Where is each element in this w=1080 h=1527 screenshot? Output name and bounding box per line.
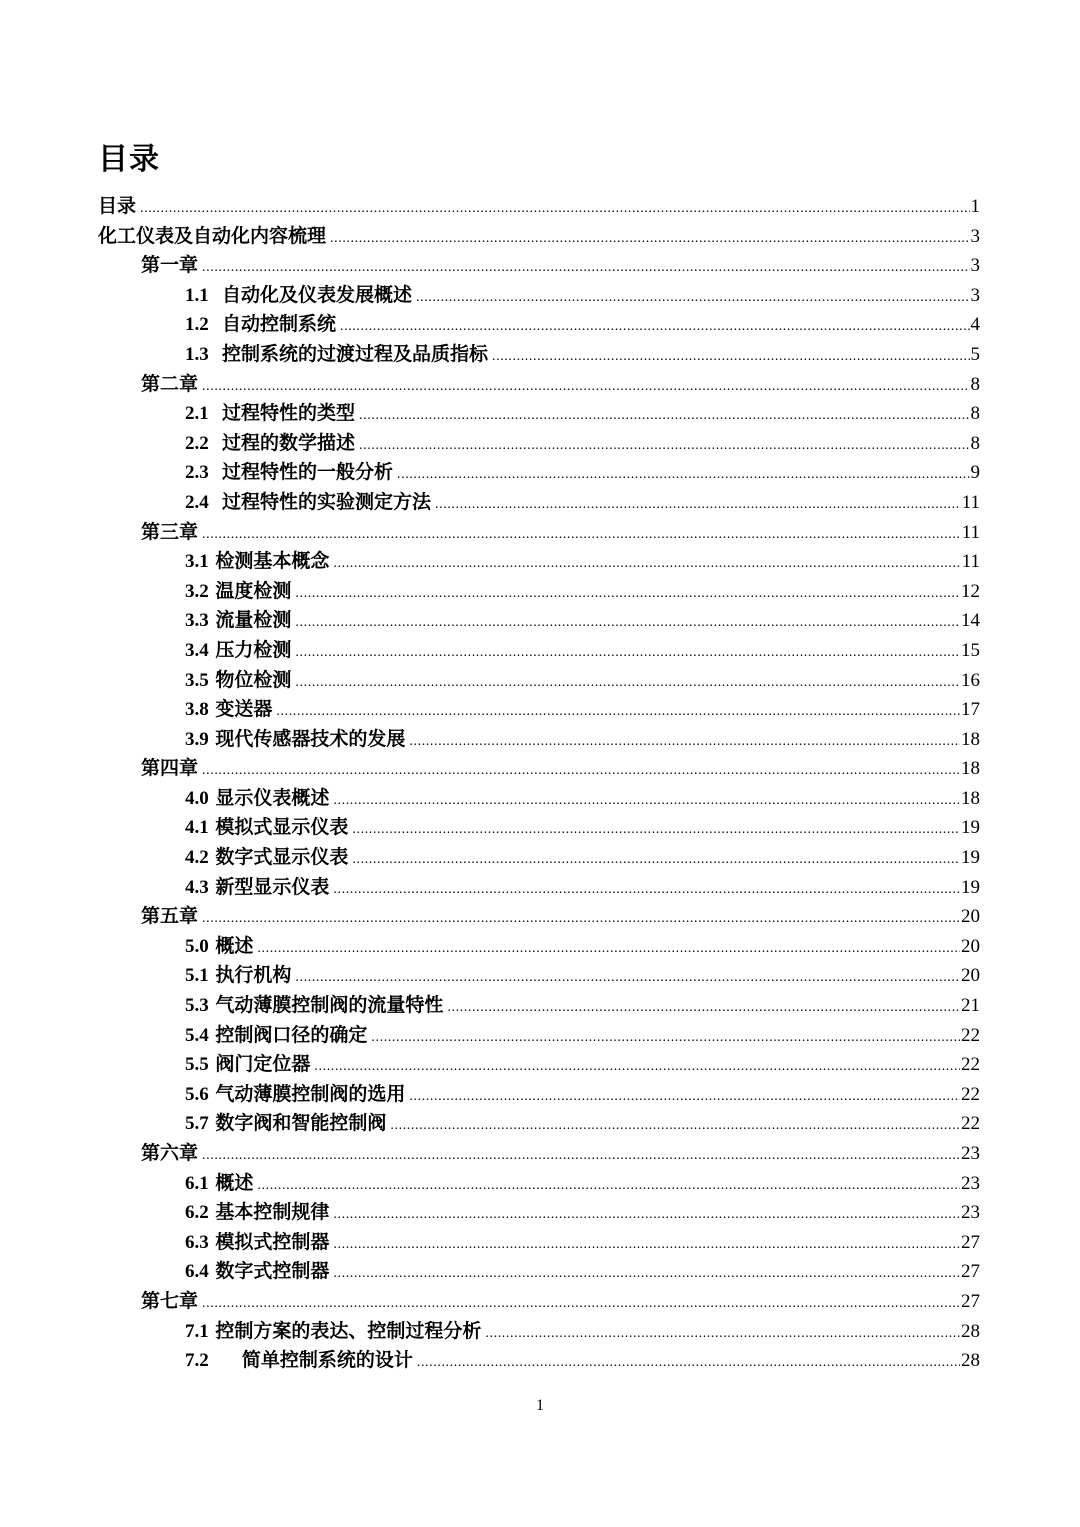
toc-entry-text: 自动控制系统 <box>221 313 336 336</box>
toc-entry-page: 8 <box>970 432 980 454</box>
toc-entry-text: 现代传感器技术的发展 <box>215 727 406 750</box>
toc-entry-label <box>141 902 202 932</box>
toc-entry-text: 概述 <box>215 1171 254 1194</box>
toc-leader-dots <box>447 993 960 1023</box>
toc-entry[interactable] <box>98 458 980 488</box>
toc-entry[interactable] <box>98 725 980 755</box>
toc-entry-number: 4.0 <box>185 787 209 809</box>
toc-entry-page: 5 <box>970 343 980 365</box>
toc-entry-label <box>185 695 276 725</box>
toc-entry-label <box>185 310 340 340</box>
toc-entry[interactable] <box>98 932 980 962</box>
toc-entry-label <box>185 399 359 429</box>
toc-entry-number: 1.1 <box>185 284 209 306</box>
toc-entry-page: 11 <box>961 551 980 573</box>
toc-entry-label <box>185 488 435 518</box>
toc-leader-dots <box>492 342 970 372</box>
toc-entry-number: 4.1 <box>185 817 209 839</box>
toc-entry-label <box>185 429 359 459</box>
toc-entry-text: 模拟式显示仪表 <box>215 816 349 839</box>
toc-entry-number: 5.4 <box>185 1024 209 1046</box>
toc-entry-text: 执行机构 <box>215 964 292 987</box>
toc-entry-text: 简单控制系统的设计 <box>241 1349 413 1372</box>
toc-entry[interactable] <box>98 1257 980 1287</box>
toc-entry[interactable] <box>98 1050 980 1080</box>
toc-entry-label <box>185 666 295 696</box>
toc-entry-text: 数字式控制器 <box>215 1260 330 1283</box>
toc-entry-page: 27 <box>961 1231 980 1253</box>
toc-leader-dots <box>295 638 960 668</box>
toc-leader-dots <box>202 756 960 786</box>
toc-entry-label <box>141 251 202 281</box>
toc-entry-label <box>185 1050 314 1080</box>
toc-entry-text: 过程特性的实验测定方法 <box>221 490 431 513</box>
toc-entry[interactable] <box>98 1021 980 1051</box>
toc-entry-number: 3.3 <box>185 610 209 632</box>
toc-entry-text: 流量检测 <box>215 609 292 632</box>
toc-leader-dots <box>295 963 960 993</box>
toc-entry-page: 19 <box>961 876 980 898</box>
toc-entry-text: 检测基本概念 <box>215 550 330 573</box>
toc-entry[interactable] <box>98 961 980 991</box>
toc-entry-text: 第三章 <box>141 520 199 543</box>
toc-entry-label <box>141 370 202 400</box>
toc-entry-page: 23 <box>961 1172 980 1194</box>
toc-entry-label <box>141 1139 202 1169</box>
toc-entry-text: 第七章 <box>141 1289 199 1312</box>
toc-leader-dots <box>295 579 960 609</box>
toc-entry-label <box>185 991 447 1021</box>
toc-entry-number: 7.2 <box>185 1350 209 1372</box>
toc-leader-dots <box>333 875 960 905</box>
toc-entry-label <box>185 873 333 903</box>
toc-entry-label <box>185 281 416 311</box>
toc-entry-text: 自动化及仪表发展概述 <box>221 283 412 306</box>
toc-entry-number: 3.4 <box>185 639 209 661</box>
toc-entry-page: 14 <box>961 610 980 632</box>
toc-entry-page: 20 <box>961 965 980 987</box>
toc-entry[interactable] <box>98 547 980 577</box>
toc-entry-label <box>185 458 397 488</box>
toc-entry[interactable] <box>98 1139 980 1169</box>
toc-entry-page: 8 <box>970 403 980 425</box>
toc-entry-label <box>185 1169 257 1199</box>
toc-entry-page: 9 <box>970 462 980 484</box>
toc-entry-label <box>185 932 257 962</box>
toc-leader-dots <box>333 549 960 579</box>
toc-entry-label <box>185 961 295 991</box>
toc-entry-number: 2.1 <box>185 403 209 425</box>
toc-entry-label <box>185 1198 333 1228</box>
toc-leader-dots <box>202 1289 960 1319</box>
toc-leader-dots <box>202 372 969 402</box>
toc-leader-dots <box>359 431 970 461</box>
toc-entry-text: 过程特性的一般分析 <box>221 461 393 484</box>
toc-entry-text: 化工仪表及自动化内容梳理 <box>98 224 327 247</box>
toc-entry-number: 4.3 <box>185 876 209 898</box>
toc-entry-text: 控制系统的过渡过程及品质指标 <box>221 342 488 365</box>
toc-entry-page: 27 <box>961 1261 980 1283</box>
toc-entry-page: 8 <box>970 373 980 395</box>
toc-entry-text: 过程特性的类型 <box>221 402 355 425</box>
toc-entry[interactable] <box>98 370 980 400</box>
toc-leader-dots <box>333 1200 960 1230</box>
toc-leader-dots <box>397 460 970 490</box>
toc-leader-dots <box>359 401 970 431</box>
toc-entry[interactable] <box>98 488 980 518</box>
toc-entry-page: 4 <box>970 314 980 336</box>
toc-entry-label <box>185 1228 333 1258</box>
toc-entry[interactable] <box>98 606 980 636</box>
toc-entry-number: 5.7 <box>185 1113 209 1135</box>
toc-entry[interactable] <box>98 192 980 222</box>
toc-leader-dots <box>417 1348 960 1378</box>
toc-entry-text: 显示仪表概述 <box>215 786 330 809</box>
toc-entry-text: 过程的数学描述 <box>221 431 355 454</box>
toc-entry-number: 1.3 <box>185 343 209 365</box>
toc-entry-label <box>185 547 333 577</box>
toc-entry[interactable] <box>98 340 980 370</box>
toc-entry[interactable] <box>98 784 980 814</box>
toc-entry-number: 6.1 <box>185 1172 209 1194</box>
toc-leader-dots <box>295 608 960 638</box>
toc-entry[interactable] <box>98 251 980 281</box>
toc-leader-dots <box>371 1023 960 1053</box>
toc-entry-number: 3.9 <box>185 728 209 750</box>
toc-entry[interactable] <box>98 754 980 784</box>
toc-entry[interactable] <box>98 429 980 459</box>
toc-entry-page: 23 <box>961 1143 980 1164</box>
toc-leader-dots <box>435 490 961 520</box>
toc-entry-text: 数字式显示仪表 <box>215 846 349 869</box>
toc-leader-dots <box>202 1141 960 1171</box>
toc-entry[interactable] <box>98 1198 980 1228</box>
toc-entry[interactable] <box>98 577 980 607</box>
toc-entry-label <box>185 636 295 666</box>
toc-leader-dots <box>140 194 969 224</box>
toc-entry-text: 气动薄膜控制阀的选用 <box>215 1082 406 1105</box>
toc-entry-label <box>185 1346 417 1376</box>
toc-entry[interactable] <box>98 1169 980 1199</box>
toc-leader-dots <box>333 1230 960 1260</box>
toc-entry-number: 5.6 <box>185 1083 209 1105</box>
toc-entry[interactable] <box>98 873 980 903</box>
toc-leader-dots <box>295 668 960 698</box>
toc-entry-number: 6.3 <box>185 1231 209 1253</box>
toc-entry-page: 21 <box>961 995 980 1017</box>
toc-entry-label <box>185 1080 409 1110</box>
toc-entry-number: 5.3 <box>185 995 209 1017</box>
toc-entry-text: 第一章 <box>141 254 199 277</box>
toc-entry-page: 18 <box>961 787 980 809</box>
toc-entry[interactable] <box>98 695 980 725</box>
toc-leader-dots <box>352 845 960 875</box>
toc-entry[interactable] <box>98 843 980 873</box>
page-number: 1 <box>536 1397 544 1414</box>
toc-entry-label <box>141 1287 202 1317</box>
toc-entry-page: 3 <box>970 284 980 306</box>
toc-entry[interactable] <box>98 1287 980 1317</box>
toc-entry-label <box>98 192 140 222</box>
toc-entry-text: 控制阀口径的确定 <box>215 1023 368 1046</box>
toc-entry-text: 压力检测 <box>215 638 292 661</box>
toc-entry[interactable] <box>98 1317 980 1347</box>
toc-entry-page: 18 <box>961 728 980 750</box>
toc-entry-text: 模拟式控制器 <box>215 1230 330 1253</box>
toc-entry-text: 新型显示仪表 <box>215 875 330 898</box>
toc-entry-text: 气动薄膜控制阀的流量特性 <box>215 994 444 1017</box>
toc-entry[interactable] <box>98 399 980 429</box>
toc-leader-dots <box>352 815 960 845</box>
toc-entry-label <box>185 1021 371 1051</box>
toc-entry-page: 28 <box>961 1350 980 1372</box>
toc-entry-page: 22 <box>961 1113 980 1135</box>
toc-leader-dots <box>340 312 970 342</box>
toc-entry-number: 3.2 <box>185 580 209 602</box>
toc-leader-dots <box>333 1259 960 1289</box>
toc-leader-dots <box>257 1171 960 1201</box>
toc-leader-dots <box>330 224 969 254</box>
toc-entry-text: 变送器 <box>215 698 273 721</box>
toc-entry-page: 19 <box>961 817 980 839</box>
toc-entry-page: 17 <box>961 699 980 721</box>
toc-entry-page: 20 <box>961 935 980 957</box>
toc-leader-dots <box>202 520 961 550</box>
toc-entry[interactable] <box>98 636 980 666</box>
toc-entry-number: 2.4 <box>185 491 209 513</box>
page-title: 目录 <box>98 142 160 177</box>
toc-entry-text: 目录 <box>98 195 137 217</box>
toc-entry-page: 16 <box>961 669 980 691</box>
toc-entry-number: 5.5 <box>185 1054 209 1076</box>
toc-entry-number: 4.2 <box>185 847 209 869</box>
toc-entry-number: 1.2 <box>185 314 209 336</box>
toc-leader-dots <box>202 253 969 283</box>
toc-entry[interactable] <box>98 991 980 1021</box>
toc-entry-number: 6.4 <box>185 1261 209 1283</box>
toc-entry-text: 第四章 <box>141 757 199 780</box>
toc-entry-label <box>185 784 333 814</box>
toc-leader-dots <box>485 1319 960 1349</box>
toc-entry-page: 15 <box>961 639 980 661</box>
toc-entry-page: 19 <box>961 847 980 869</box>
toc-entry[interactable] <box>98 1346 980 1376</box>
toc-leader-dots <box>333 786 960 816</box>
toc-entry[interactable] <box>98 310 980 340</box>
toc-entry-page: 11 <box>961 491 980 513</box>
toc-leader-dots <box>202 904 960 934</box>
toc-entry-page: 22 <box>961 1024 980 1046</box>
toc-entry-page: 12 <box>961 580 980 602</box>
toc-entry[interactable] <box>98 902 980 932</box>
toc-leader-dots <box>257 934 960 964</box>
toc-entry-label <box>185 813 352 843</box>
toc-entry-page: 1 <box>970 196 980 217</box>
toc-leader-dots <box>276 697 960 727</box>
toc-entry-number: 5.0 <box>185 935 209 957</box>
toc-entry[interactable] <box>98 518 980 548</box>
toc-entry[interactable] <box>98 1228 980 1258</box>
toc-entry-text: 控制方案的表达、控制过程分析 <box>215 1319 482 1342</box>
toc-entry-text: 温度检测 <box>215 579 292 602</box>
toc-entry[interactable] <box>98 1080 980 1110</box>
toc-entry-text: 数字阀和智能控制阀 <box>215 1112 387 1135</box>
toc-entry-text: 概述 <box>215 934 254 957</box>
toc-entry-text: 基本控制规律 <box>215 1201 330 1224</box>
toc-entry-page: 22 <box>961 1054 980 1076</box>
toc-entry[interactable] <box>98 281 980 311</box>
toc-entry-page: 11 <box>961 521 980 543</box>
toc-entry-text: 第二章 <box>141 372 199 395</box>
toc-leader-dots <box>409 1082 960 1112</box>
toc-entry-page: 28 <box>961 1320 980 1342</box>
toc-entry-number: 5.1 <box>185 965 209 987</box>
toc-entry-label <box>185 577 295 607</box>
toc-entry-page: 3 <box>970 255 980 277</box>
toc-entry-number: 7.1 <box>185 1320 209 1342</box>
toc-entry-label <box>141 518 202 548</box>
toc-leader-dots <box>390 1111 960 1141</box>
toc-entry-label <box>185 1317 485 1347</box>
toc-entry-page: 18 <box>961 758 980 780</box>
toc-entry-page: 20 <box>961 906 980 928</box>
toc-entry[interactable] <box>98 813 980 843</box>
toc-entry-text: 阀门定位器 <box>215 1053 311 1076</box>
toc-leader-dots <box>314 1052 960 1082</box>
toc-entry[interactable] <box>98 1109 980 1139</box>
toc-entry-page: 27 <box>961 1290 980 1312</box>
toc-entry-text: 物位检测 <box>215 668 292 691</box>
toc-entry-label <box>185 1109 390 1139</box>
toc-entry-page: 3 <box>970 225 980 247</box>
toc-entry-text: 第五章 <box>141 905 199 928</box>
toc-entry-number: 3.1 <box>185 551 209 573</box>
toc-entry-number: 6.2 <box>185 1202 209 1224</box>
toc-entry-label <box>185 1257 333 1287</box>
toc-entry-number: 2.2 <box>185 432 209 454</box>
toc-entry-label <box>141 754 202 784</box>
toc-entry-number: 2.3 <box>185 462 209 484</box>
table-of-contents <box>98 192 980 1376</box>
toc-leader-dots <box>416 283 970 313</box>
toc-entry-label <box>185 606 295 636</box>
toc-entry-label <box>185 340 492 370</box>
toc-entry-label <box>98 222 330 252</box>
toc-entry[interactable] <box>98 666 980 696</box>
toc-entry-number: 3.5 <box>185 669 209 691</box>
toc-leader-dots <box>409 727 960 757</box>
toc-entry-page: 23 <box>961 1202 980 1224</box>
toc-entry-label <box>185 843 352 873</box>
toc-entry-label <box>185 725 409 755</box>
toc-entry-number: 3.8 <box>185 699 209 721</box>
toc-entry[interactable] <box>98 222 980 252</box>
toc-entry-text: 第六章 <box>141 1142 199 1164</box>
toc-entry-page: 22 <box>961 1083 980 1105</box>
